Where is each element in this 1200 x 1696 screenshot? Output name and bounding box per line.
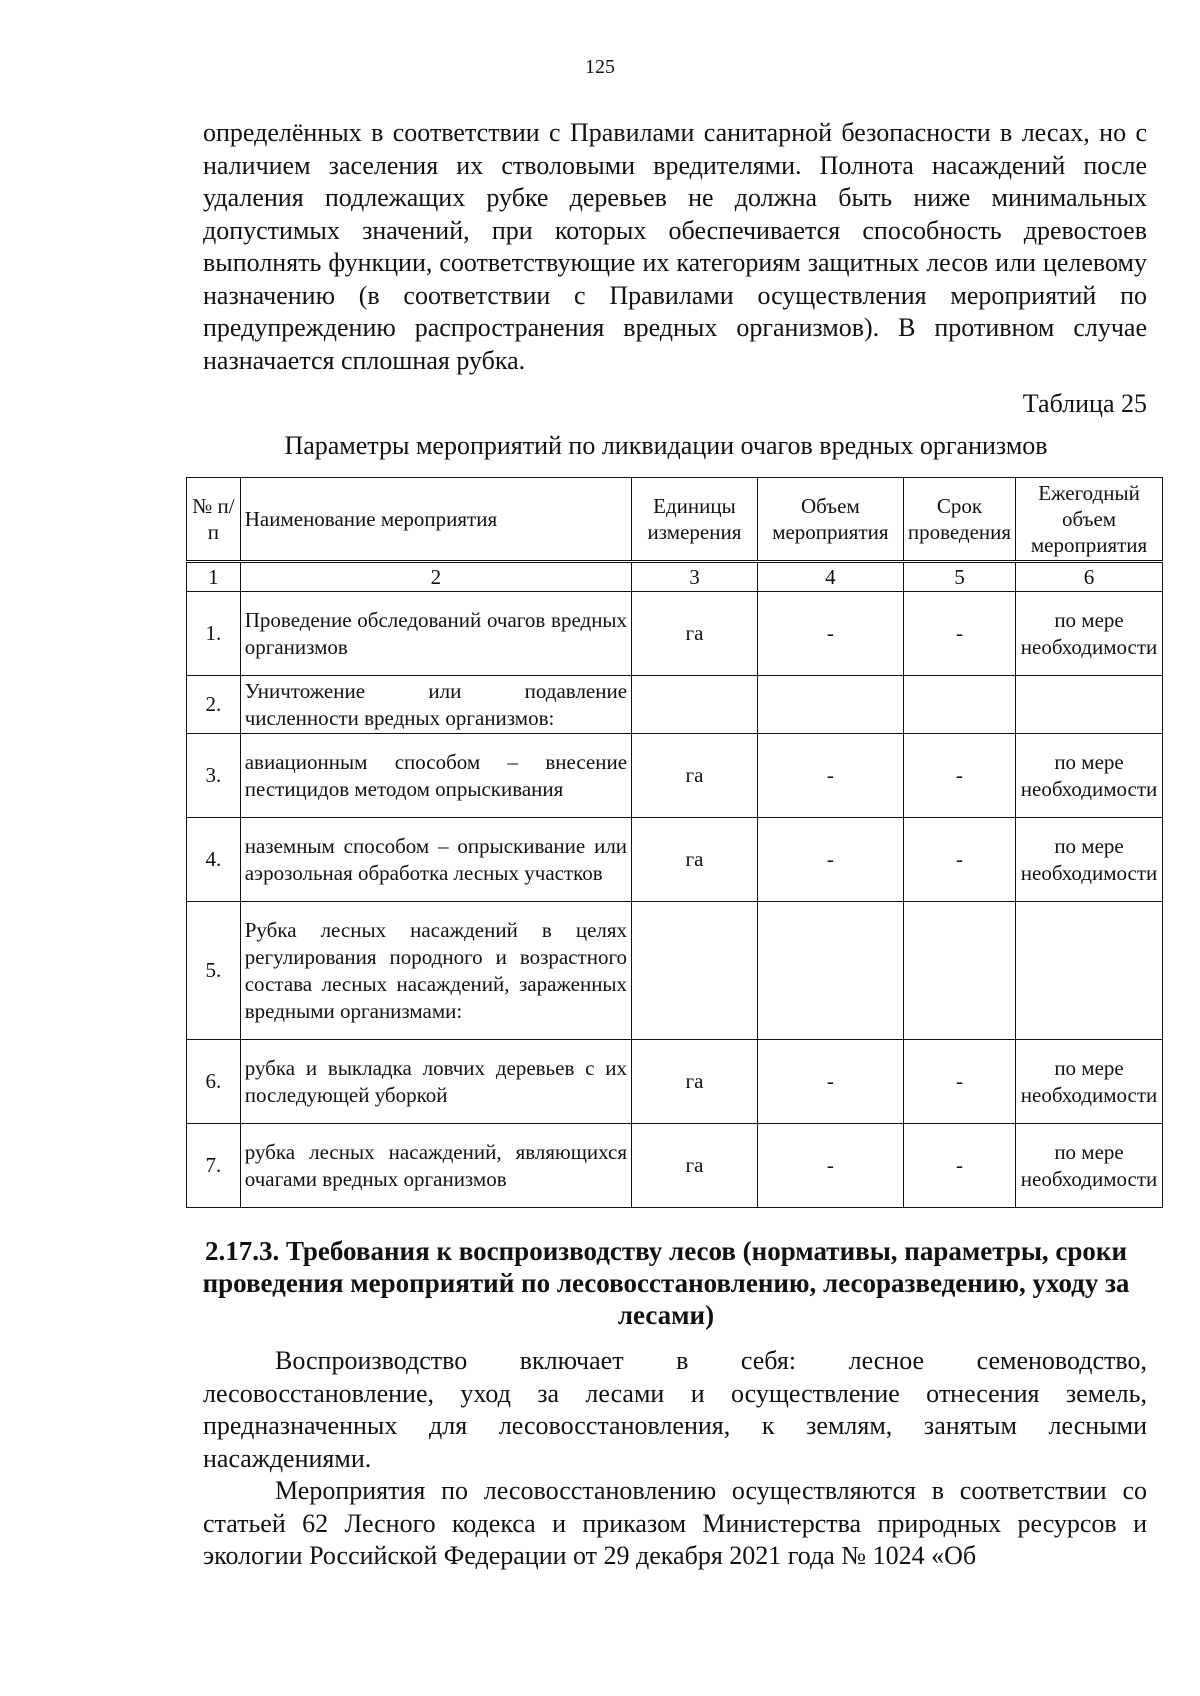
paragraph: Воспроизводство включает в себя: лесное семеноводство, лесовосстановление, уход за лесами и осуществление отнесения земель, предназначенных для лесовосстановления, к землям, занятым лесными насаждениями. bbox=[203, 1346, 1147, 1473]
row-volume bbox=[757, 902, 903, 1040]
row-unit bbox=[632, 902, 758, 1040]
row-term: - bbox=[903, 818, 1015, 902]
row-volume: - bbox=[757, 818, 903, 902]
header-name: Наименование мероприятия bbox=[240, 478, 631, 562]
row-num: 3. bbox=[187, 734, 241, 818]
column-index: 4 bbox=[757, 562, 903, 592]
table-row bbox=[187, 902, 1163, 1040]
row-num: 7. bbox=[187, 1124, 241, 1208]
row-annual: по мере необходимости bbox=[1016, 1124, 1163, 1208]
row-annual: по мере необходимости bbox=[1016, 818, 1163, 902]
row-annual bbox=[1016, 676, 1163, 734]
section-heading: 2.17.3. Требования к воспроизводству лесов (нормативы, параметры, сроки проведения мероприятий по лесовосстановлению, лесоразведению, уходу за лесами) bbox=[202, 1236, 1130, 1330]
intro-text bbox=[203, 117, 1147, 377]
row-unit bbox=[632, 676, 758, 734]
header-unit: Единицы измерения bbox=[632, 478, 758, 562]
row-num: 1. bbox=[187, 592, 241, 676]
measures-table bbox=[186, 477, 1163, 1208]
page-number: 125 bbox=[585, 56, 615, 78]
row-name: авиационным способом – внесение пестицидов методом опрыскивания bbox=[240, 734, 631, 818]
row-term: - bbox=[903, 1124, 1015, 1208]
table-title: Параметры мероприятий по ликвидации очагов вредных организмов bbox=[284, 431, 1048, 460]
row-name: наземным способом – опрыскивание или аэрозольная обработка лесных участков bbox=[240, 818, 631, 902]
row-name: рубка и выкладка ловчих деревьев с их последующей уборкой bbox=[240, 1040, 631, 1124]
row-volume: - bbox=[757, 1124, 903, 1208]
row-name: Уничтожение или подавление численности вредных организмов: bbox=[240, 676, 631, 734]
table-row bbox=[187, 818, 1163, 902]
row-annual: по мере необходимости bbox=[1016, 1040, 1163, 1124]
column-index: 5 bbox=[903, 562, 1015, 592]
row-annual: по мере необходимости bbox=[1016, 592, 1163, 676]
row-term: - bbox=[903, 592, 1015, 676]
row-num: 5. bbox=[187, 902, 241, 1040]
row-term bbox=[903, 902, 1015, 1040]
column-index: 2 bbox=[240, 562, 631, 592]
row-term: - bbox=[903, 1040, 1015, 1124]
row-num: 4. bbox=[187, 818, 241, 902]
row-num: 2. bbox=[187, 676, 241, 734]
paragraph: Мероприятия по лесовосстановлению осуществляются в соответствии со статьей 62 Лесного кодекса и приказом Министерства природных ресурсов и экологии Российской Федерации от 29 декабря 2021 года № 1024 «Об bbox=[203, 1476, 1147, 1570]
row-unit: га bbox=[632, 734, 758, 818]
column-index: 3 bbox=[632, 562, 758, 592]
table-row bbox=[187, 1040, 1163, 1124]
table-row bbox=[187, 592, 1163, 676]
row-name: рубка лесных насаждений, являющихся очагами вредных организмов bbox=[240, 1124, 631, 1208]
column-index-row bbox=[187, 562, 1163, 592]
table-row bbox=[187, 734, 1163, 818]
intro-paragraph: определённых в соответствии с Правилами санитарной безопасности в лесах, но с наличием заселения их стволовыми вредителями. Полнота насаждений после удаления подлежащих рубке деревьев не должна быть ниже минимальных допустимых значений, при которых обеспечивается способность древостоев выполнять функции, соответствующие их категориям защитных лесов или целевому назначению (в соответствии с Правилами осуществления мероприятий по предупреждению распространения вредных организмов). В противном случае назначается сплошная рубка. bbox=[203, 118, 1147, 375]
header-term: Срок проведения bbox=[903, 478, 1015, 562]
header-num: № п/п bbox=[187, 478, 241, 562]
column-index: 1 bbox=[187, 562, 241, 592]
row-unit: га bbox=[632, 1124, 758, 1208]
table-row bbox=[187, 1124, 1163, 1208]
row-volume bbox=[757, 676, 903, 734]
row-term bbox=[903, 676, 1015, 734]
row-volume: - bbox=[757, 592, 903, 676]
row-unit: га bbox=[632, 818, 758, 902]
row-volume: - bbox=[757, 734, 903, 818]
header-volume: Объем мероприятия bbox=[757, 478, 903, 562]
row-term: - bbox=[903, 734, 1015, 818]
table-row bbox=[187, 676, 1163, 734]
row-annual bbox=[1016, 902, 1163, 1040]
row-unit: га bbox=[632, 1040, 758, 1124]
row-unit: га bbox=[632, 592, 758, 676]
row-num: 6. bbox=[187, 1040, 241, 1124]
header-annual: Ежегодный объем мероприятия bbox=[1016, 478, 1163, 562]
body-text bbox=[203, 1345, 1147, 1573]
row-volume: - bbox=[757, 1040, 903, 1124]
table-header-row bbox=[187, 478, 1163, 562]
row-annual: по мере необходимости bbox=[1016, 734, 1163, 818]
row-name: Проведение обследований очагов вредных организмов bbox=[240, 592, 631, 676]
column-index: 6 bbox=[1016, 562, 1163, 592]
row-name: Рубка лесных насаждений в целях регулирования породного и возрастного состава лесных насаждений, зараженных вредными организмами: bbox=[240, 902, 631, 1040]
table-label: Таблица 25 bbox=[1022, 389, 1147, 418]
